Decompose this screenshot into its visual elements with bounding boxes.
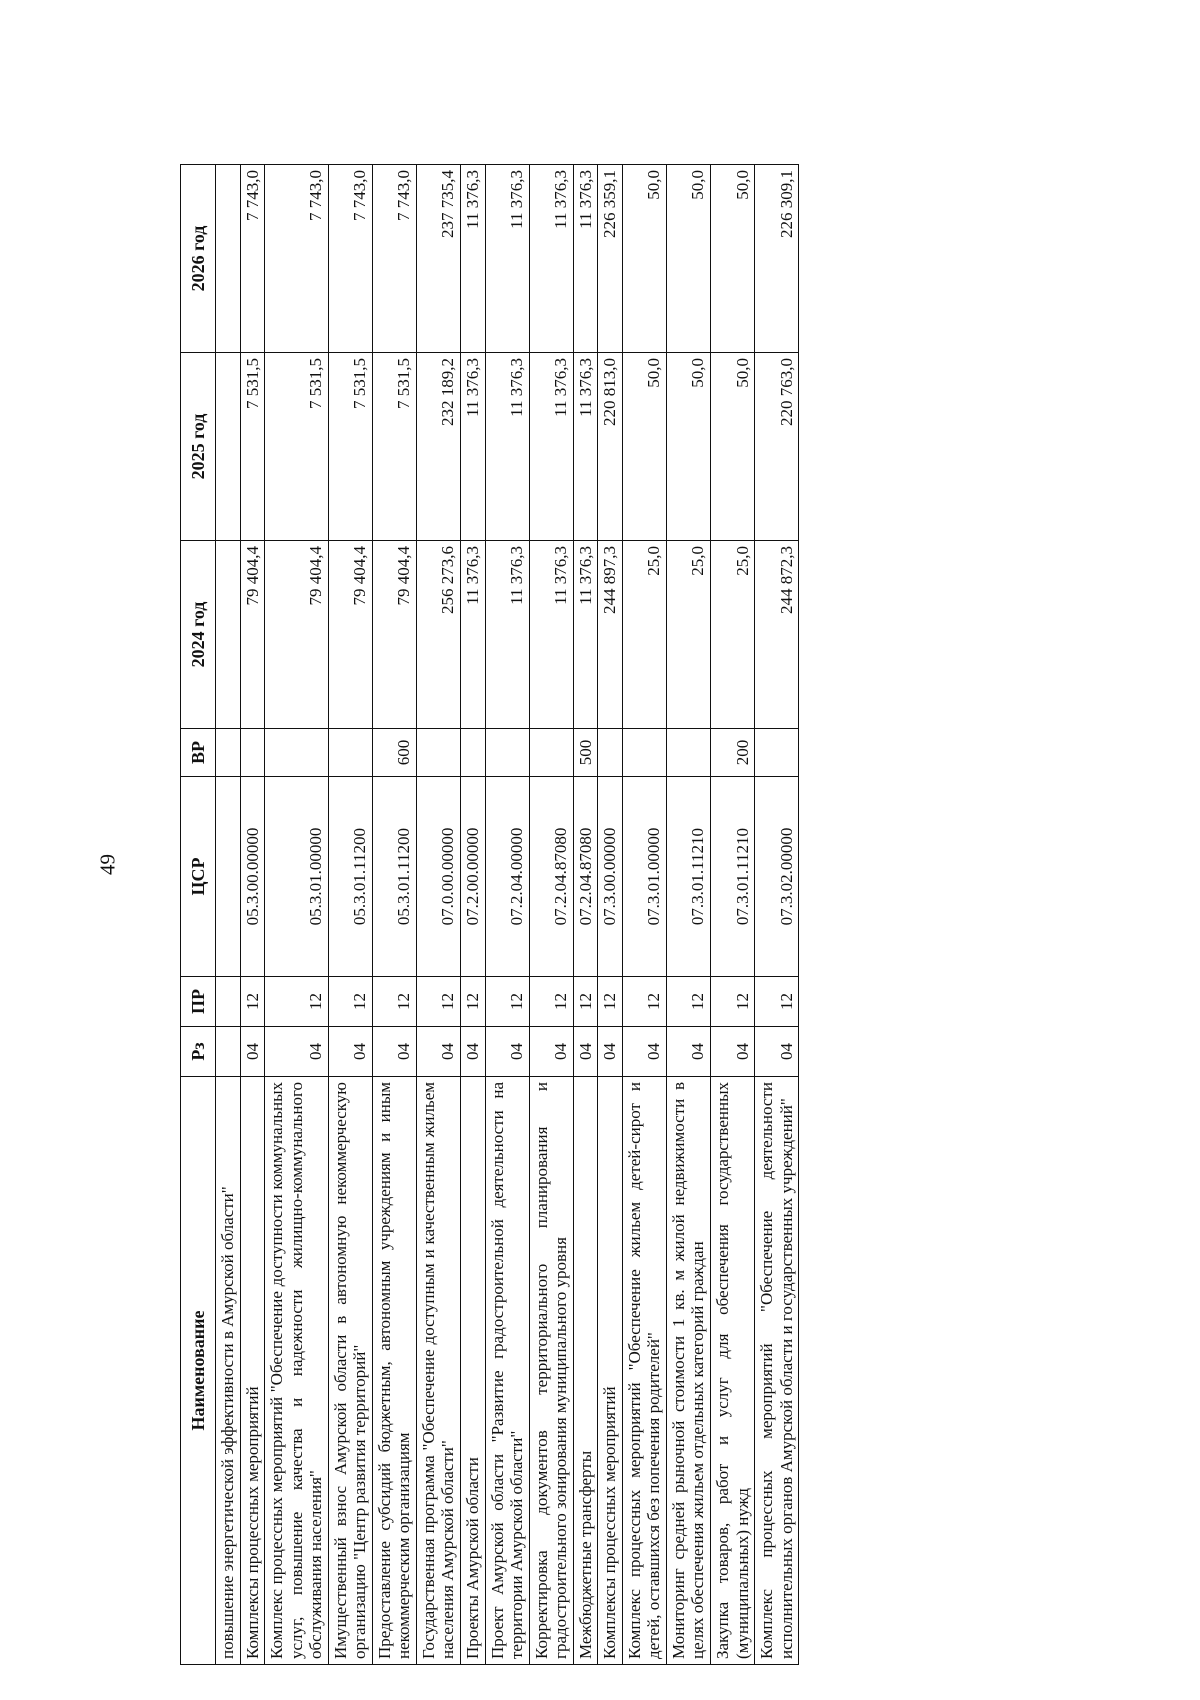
row-vr	[328, 729, 372, 777]
row-name: Мониторинг средней рыночной стоимости 1 кв. м жилой недвижимости в целях обеспечения жильем отдельных категорий граждан	[666, 1077, 710, 1665]
row-rz: 04	[240, 1027, 265, 1077]
table-row	[240, 165, 265, 1665]
row-vr	[216, 729, 241, 777]
table-row	[461, 165, 486, 1665]
row-2025: 7 531,5	[372, 353, 416, 541]
row-2024: 25,0	[711, 541, 755, 729]
row-rz	[216, 1027, 241, 1077]
table-row	[416, 165, 460, 1665]
table-row	[216, 165, 241, 1665]
row-2025: 11 376,3	[461, 353, 486, 541]
row-2025: 50,0	[711, 353, 755, 541]
row-2025: 232 189,2	[416, 353, 460, 541]
row-vr	[755, 729, 799, 777]
row-vr	[598, 729, 623, 777]
row-2025: 7 531,5	[265, 353, 329, 541]
row-pr: 12	[666, 977, 710, 1027]
header-pr: ПР	[181, 977, 216, 1027]
row-csr: 07.3.02.00000	[755, 777, 799, 977]
row-rz: 04	[416, 1027, 460, 1077]
row-csr: 07.3.01.00000	[622, 777, 666, 977]
table-row	[598, 165, 623, 1665]
rotated-table-container	[180, 165, 1080, 1665]
row-csr: 05.3.01.11200	[372, 777, 416, 977]
table-row	[485, 165, 529, 1665]
header-vr: ВР	[181, 729, 216, 777]
row-2025: 50,0	[622, 353, 666, 541]
row-csr: 07.2.04.87080	[529, 777, 573, 977]
row-2026	[216, 165, 241, 353]
row-vr	[666, 729, 710, 777]
row-csr: 07.0.00.00000	[416, 777, 460, 977]
row-csr: 05.3.01.11200	[328, 777, 372, 977]
row-2026: 7 743,0	[328, 165, 372, 353]
row-2024: 256 273,6	[416, 541, 460, 729]
row-pr: 12	[265, 977, 329, 1027]
table-row	[265, 165, 329, 1665]
row-pr: 12	[416, 977, 460, 1027]
row-2024: 79 404,4	[372, 541, 416, 729]
row-name: повышение энергетической эффективности в Амурской области"	[216, 1077, 241, 1665]
row-rz: 04	[461, 1027, 486, 1077]
row-name: Корректировка документов территориального планирования и градостроительного зонирования муниципального уровня	[529, 1077, 573, 1665]
row-csr: 07.2.00.00000	[461, 777, 486, 977]
budget-table	[180, 164, 799, 1665]
row-pr: 12	[461, 977, 486, 1027]
table-row	[711, 165, 755, 1665]
row-pr: 12	[573, 977, 598, 1027]
header-name: Наименование	[181, 1077, 216, 1665]
row-name: Комплекс процессных мероприятий "Обеспечение деятельности исполнительных органов Амурской области и государственных учреждений"	[755, 1077, 799, 1665]
row-csr: 07.3.00.00000	[598, 777, 623, 977]
row-2026: 11 376,3	[461, 165, 486, 353]
row-2026: 11 376,3	[573, 165, 598, 353]
row-rz: 04	[485, 1027, 529, 1077]
row-rz: 04	[372, 1027, 416, 1077]
row-2024: 11 376,3	[485, 541, 529, 729]
row-vr: 600	[372, 729, 416, 777]
row-2024: 11 376,3	[461, 541, 486, 729]
table-row	[372, 165, 416, 1665]
row-name: Комплекс процессных мероприятий "Обеспечение жильем детей-сирот и детей, оставшихся без попечения родителей"	[622, 1077, 666, 1665]
row-2026: 226 309,1	[755, 165, 799, 353]
row-csr: 07.3.01.11210	[711, 777, 755, 977]
row-csr: 07.2.04.87080	[573, 777, 598, 977]
row-rz: 04	[529, 1027, 573, 1077]
row-2025: 220 763,0	[755, 353, 799, 541]
row-rz: 04	[711, 1027, 755, 1077]
row-2025: 7 531,5	[328, 353, 372, 541]
header-2024: 2024 год	[181, 541, 216, 729]
row-csr	[216, 777, 241, 977]
table-header-row	[181, 165, 216, 1665]
row-name: Государственная программа "Обеспечение доступным и качественным жильем населения Амурской области"	[416, 1077, 460, 1665]
row-rz: 04	[666, 1027, 710, 1077]
header-2025: 2025 год	[181, 353, 216, 541]
row-vr: 500	[573, 729, 598, 777]
row-2024: 79 404,4	[265, 541, 329, 729]
row-name: Закупка товаров, работ и услуг для обеспечения государственных (муниципальных) нужд	[711, 1077, 755, 1665]
row-vr	[622, 729, 666, 777]
row-2025: 11 376,3	[573, 353, 598, 541]
row-2024: 79 404,4	[240, 541, 265, 729]
row-2024: 25,0	[622, 541, 666, 729]
row-name: Межбюджетные трансферты	[573, 1077, 598, 1665]
row-pr: 12	[711, 977, 755, 1027]
row-rz: 04	[328, 1027, 372, 1077]
row-rz: 04	[265, 1027, 329, 1077]
row-2025: 11 376,3	[529, 353, 573, 541]
row-rz: 04	[573, 1027, 598, 1077]
row-name: Проект Амурской области "Развитие градостроительной деятельности на территории Амурской области"	[485, 1077, 529, 1665]
row-pr: 12	[372, 977, 416, 1027]
row-pr: 12	[598, 977, 623, 1027]
row-name: Комплекс процессных мероприятий "Обеспечение доступности коммунальных услуг, повышение качества и надежности жилищно-коммунального обслуживания населения"	[265, 1077, 329, 1665]
row-vr	[485, 729, 529, 777]
row-2024: 244 872,3	[755, 541, 799, 729]
row-name: Комплексы процессных мероприятий	[598, 1077, 623, 1665]
row-vr	[240, 729, 265, 777]
row-pr	[216, 977, 241, 1027]
row-vr	[461, 729, 486, 777]
row-name: Комплексы процессных мероприятий	[240, 1077, 265, 1665]
table-row	[755, 165, 799, 1665]
row-pr: 12	[485, 977, 529, 1027]
row-2025: 7 531,5	[240, 353, 265, 541]
row-2026: 226 359,1	[598, 165, 623, 353]
table-row	[328, 165, 372, 1665]
row-2024	[216, 541, 241, 729]
row-2026: 50,0	[711, 165, 755, 353]
row-vr	[416, 729, 460, 777]
row-2025: 50,0	[666, 353, 710, 541]
row-2024: 79 404,4	[328, 541, 372, 729]
row-pr: 12	[755, 977, 799, 1027]
row-2025	[216, 353, 241, 541]
row-csr: 07.2.04.00000	[485, 777, 529, 977]
row-2025: 220 813,0	[598, 353, 623, 541]
row-pr: 12	[240, 977, 265, 1027]
table-row	[529, 165, 573, 1665]
row-vr	[265, 729, 329, 777]
row-csr: 07.3.01.11210	[666, 777, 710, 977]
header-rz: Рз	[181, 1027, 216, 1077]
header-2026: 2026 год	[181, 165, 216, 353]
row-2025: 11 376,3	[485, 353, 529, 541]
row-2026: 237 735,4	[416, 165, 460, 353]
row-2024: 11 376,3	[573, 541, 598, 729]
row-name: Имущественный взнос Амурской области в автономную некоммерческую организацию "Центр развития территорий"	[328, 1077, 372, 1665]
table-row	[666, 165, 710, 1665]
row-2026: 50,0	[666, 165, 710, 353]
row-2024: 244 897,3	[598, 541, 623, 729]
row-2024: 25,0	[666, 541, 710, 729]
row-2026: 7 743,0	[372, 165, 416, 353]
row-rz: 04	[622, 1027, 666, 1077]
row-csr: 05.3.01.00000	[265, 777, 329, 977]
row-2026: 7 743,0	[240, 165, 265, 353]
row-pr: 12	[529, 977, 573, 1027]
row-vr: 200	[711, 729, 755, 777]
row-2024: 11 376,3	[529, 541, 573, 729]
header-csr: ЦСР	[181, 777, 216, 977]
row-2026: 7 743,0	[265, 165, 329, 353]
row-2026: 11 376,3	[485, 165, 529, 353]
row-2026: 11 376,3	[529, 165, 573, 353]
row-vr	[529, 729, 573, 777]
row-pr: 12	[328, 977, 372, 1027]
row-pr: 12	[622, 977, 666, 1027]
row-name: Предоставление субсидий бюджетным, автономным учреждениям и иным некоммерческим организациям	[372, 1077, 416, 1665]
row-rz: 04	[598, 1027, 623, 1077]
table-row	[622, 165, 666, 1665]
page-number: 49	[95, 854, 120, 875]
row-csr: 05.3.00.00000	[240, 777, 265, 977]
row-rz: 04	[755, 1027, 799, 1077]
row-2026: 50,0	[622, 165, 666, 353]
row-name: Проекты Амурской области	[461, 1077, 486, 1665]
table-row	[573, 165, 598, 1665]
